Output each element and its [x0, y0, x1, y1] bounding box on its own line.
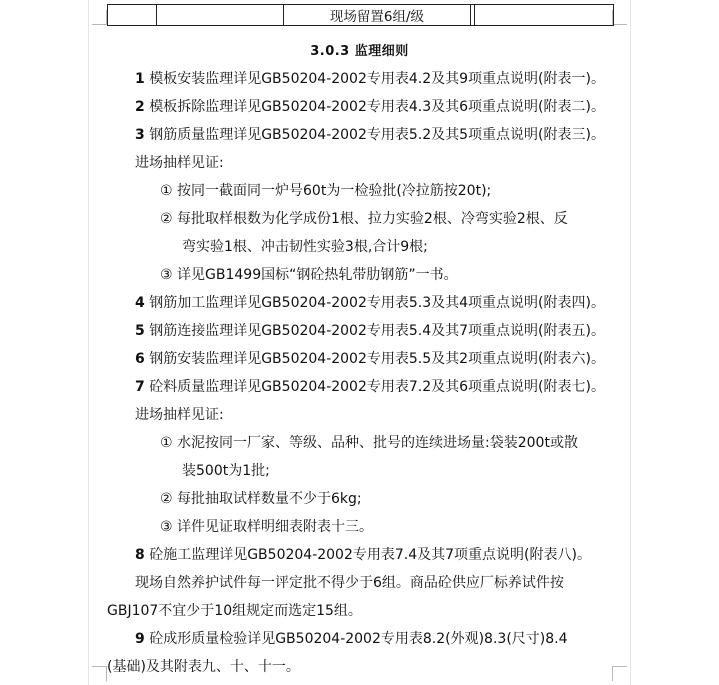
table-row	[108, 5, 614, 26]
list-item: 7 砼料质量监理详见GB50204-2002专用表7.2及其6项重点说明(附表七)。	[135, 379, 605, 395]
page-corner-mark	[612, 10, 627, 25]
table-cell: 现场留置6组/级	[284, 5, 471, 26]
page-corner-mark	[92, 666, 107, 681]
page-corner-mark	[92, 10, 107, 25]
sampling-label: 进场抽样见证:	[135, 155, 224, 171]
table-cell	[108, 5, 157, 26]
list-item-continuation: 弯实验1根、冲击韧性实验3根,合计9根;	[182, 239, 428, 255]
sampling-label: 进场抽样见证:	[135, 407, 224, 423]
table-cell	[475, 5, 614, 26]
paragraph-line: GBJ107不宜少于10组规定而选定15组。	[107, 603, 362, 619]
list-item: ① 水泥按同一厂家、等级、品种、批号的连续进场量:袋装200t或散	[160, 435, 578, 451]
table-cell	[157, 5, 284, 26]
page-corner-mark	[612, 666, 627, 681]
list-item: ② 每批取样根数为化学成份1根、拉力实验2根、冷弯实验2根、反	[160, 211, 568, 227]
list-item: 6 钢筋安装监理详见GB50204-2002专用表5.5及其2项重点说明(附表六)。	[135, 351, 605, 367]
list-item: ② 每批抽取试样数量不少于6kg;	[160, 491, 362, 507]
list-item: 8 砼施工监理详见GB50204-2002专用表7.4及其7项重点说明(附表八)。	[135, 547, 591, 563]
list-item: 2 模板拆除监理详见GB50204-2002专用表4.3及其6项重点说明(附表二)。	[135, 99, 605, 115]
list-item: ③ 详件见证取样明细表附表十三。	[160, 519, 374, 535]
table-fragment	[107, 4, 614, 26]
list-item: 5 钢筋连接监理详见GB50204-2002专用表5.4及其7项重点说明(附表五)。	[135, 323, 605, 339]
list-item: 3 钢筋质量监理详见GB50204-2002专用表5.2及其5项重点说明(附表三)。	[135, 127, 605, 143]
list-item: 9 砼成形质量检验详见GB50204-2002专用表8.2(外观)8.3(尺寸)8.4	[135, 631, 568, 647]
list-item: 1 模板安装监理详见GB50204-2002专用表4.2及其9项重点说明(附表一)。	[135, 71, 605, 87]
list-item: ① 按同一截面同一炉号60t为一检验批(冷拉筋按20t);	[160, 183, 492, 199]
section-title: 3.0.3 监理细则	[310, 44, 409, 59]
list-item: ③ 详见GB1499国标“钢砼热轧带肋钢筋”一书。	[160, 267, 458, 283]
list-item: 4 钢筋加工监理详见GB50204-2002专用表5.3及其4项重点说明(附表四)。	[135, 295, 605, 311]
list-item-continuation: 装500t为1批;	[182, 463, 270, 479]
list-item-continuation: (基础)及其附表九、十、十一。	[107, 659, 300, 675]
paragraph-line: 现场自然养护试件每一评定批不得少于6组。商品砼供应厂标养试件按	[135, 575, 564, 591]
